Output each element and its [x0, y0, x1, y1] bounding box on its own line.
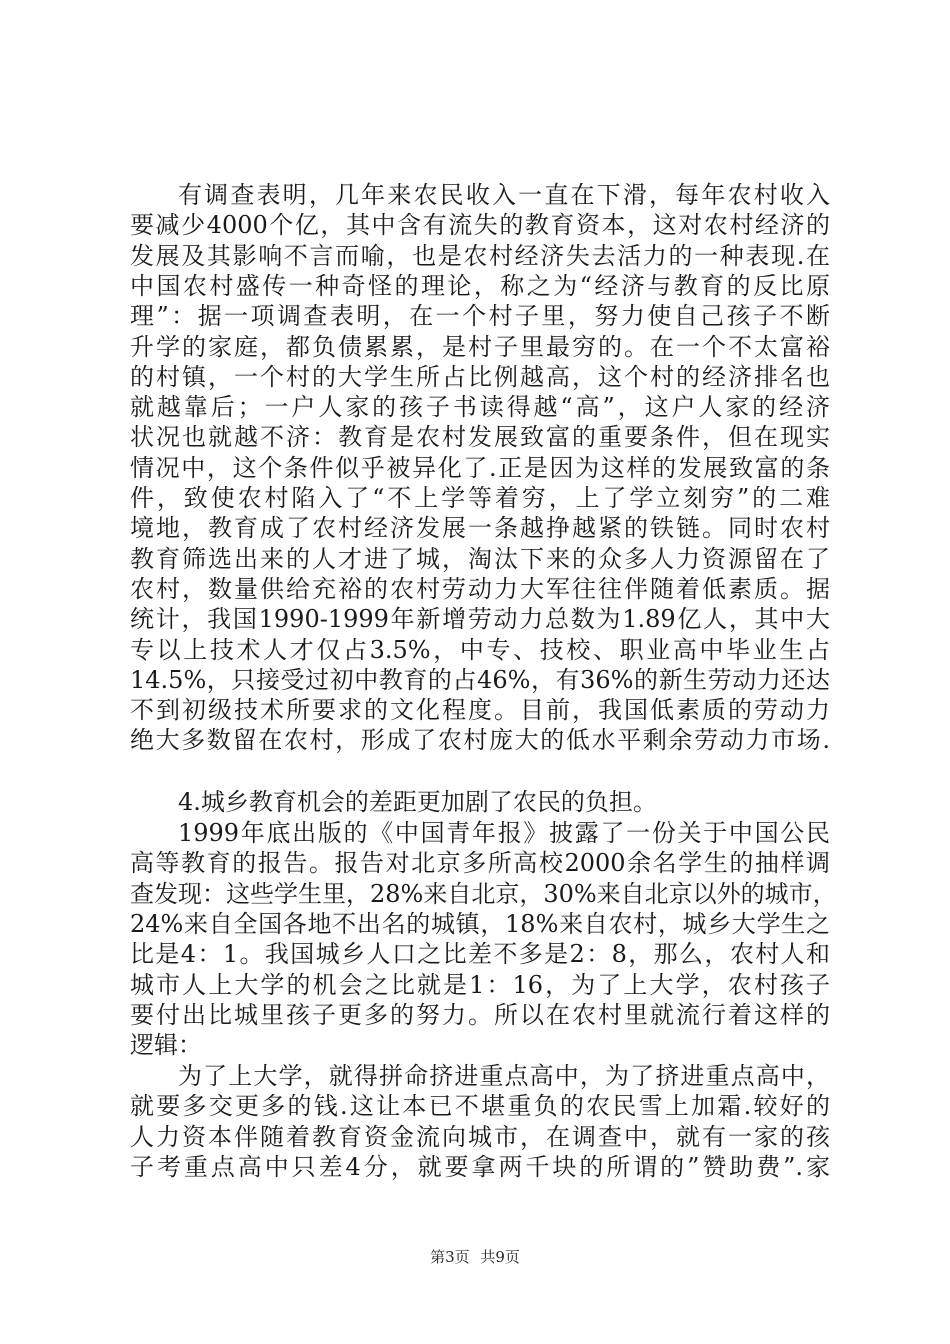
para-1-line: 要减少4000个亿，其中含有流失的教育资本，这对农村经济的 [130, 211, 830, 240]
page-footer [0, 1247, 950, 1267]
para-3-line: 为了上大学，就得拼命挤进重点高中，为了挤进重点高中， [178, 1062, 830, 1090]
para-1-line: 就越靠后；一户人家的孩子书读得越“高”，这户人家的经济 [130, 393, 830, 422]
para-1-line: 发展及其影响不言而喻，也是农村经济失去活力的一种表现.在 [130, 241, 830, 270]
para-3-line: 人力资本伴随着教育资金流向城市，在调查中，就有一家的孩 [130, 1122, 830, 1151]
para-1-line: 情况中，这个条件似乎被异化了.正是因为这样的发展致富的条 [130, 453, 830, 482]
para-1-line: 农村，数量供给充裕的农村劳动力大军往往伴随着低素质。据 [130, 574, 830, 603]
page-total: 共9页 [480, 1248, 520, 1266]
para-3-line: 子考重点高中只差4分，就要拿两千块的所谓的”赞助费”.家 [130, 1152, 830, 1181]
para-1-line: 件，致使农村陷入了“不上学等着穷，上了学立刻穷”的二难 [130, 484, 830, 512]
para-1-line: 状况也就越不济：教育是农村发展致富的重要条件，但在现实 [130, 423, 830, 452]
para-2-line: 高等教育的报告。报告对北京多所高校2000余名学生的抽样调 [130, 849, 830, 878]
para-1-line: 境地，教育成了农村经济发展一条越挣越紧的铁链。同时农村 [130, 514, 830, 543]
para-2-line: 城市人上大学的机会之比就是1：16，为了上大学，农村孩子 [130, 970, 830, 999]
para-1-line: 专以上技术人才仅占3.5%，中专、技校、职业高中毕业生占 [130, 635, 830, 664]
para-1-line: 升学的家庭，都负债累累，是村子里最穷的。在一个不太富裕 [130, 332, 830, 361]
para-1-line: 教育筛选出来的人才进了城，淘汰下来的众多人力资源留在了 [130, 544, 830, 573]
para-1-line: 有调查表明，几年来农民收入一直在下滑，每年农村收入 [178, 181, 830, 209]
para-1-line: 不到初级技术所要求的文化程度。目前，我国低素质的劳动力 [130, 696, 830, 725]
para-2-line: 要付出比城里孩子更多的努力。所以在农村里就流行着这样的 [130, 1000, 830, 1029]
para-2-line: 24%来自全国各地不出名的城镇，18%来自农村，城乡大学生之 [130, 909, 830, 938]
page-number: 第3页 [430, 1248, 470, 1266]
para-2-line: 逻辑： [130, 1031, 202, 1060]
para-2-line: 1999年底出版的《中国青年报》披露了一份关于中国公民 [178, 819, 830, 847]
para-1-line: 的村镇，一个村的大学生所占比例越高，这个村的经济排名也 [130, 362, 830, 391]
heading-4-line: 4.城乡教育机会的差距更加剧了农民的负担。 [178, 788, 657, 816]
para-2-line: 比是4：1。我国城乡人口之比差不多是2：8，那么，农村人和 [130, 940, 830, 969]
para-2-line: 查发现：这些学生里，28%来自北京，30%来自北京以外的城市， [130, 879, 837, 908]
para-1-line: 理”：据一项调查表明，在一个村子里，努力使自己孩子不断 [130, 302, 830, 331]
para-1-line: 14.5%，只接受过初中教育的占46%，有36%的新生劳动力还达 [130, 665, 830, 694]
para-1-line: 绝大多数留在农村，形成了农村庞大的低水平剩余劳动力市场. [130, 726, 830, 755]
para-3-line: 就要多交更多的钱.这让本已不堪重负的农民雪上加霜.较好的 [130, 1092, 830, 1121]
para-1-line: 统计，我国1990-1999年新增劳动力总数为1.89亿人，其中大 [130, 605, 830, 634]
para-1-line: 中国农村盛传一种奇怪的理论，称之为“经济与教育的反比原 [130, 271, 830, 300]
